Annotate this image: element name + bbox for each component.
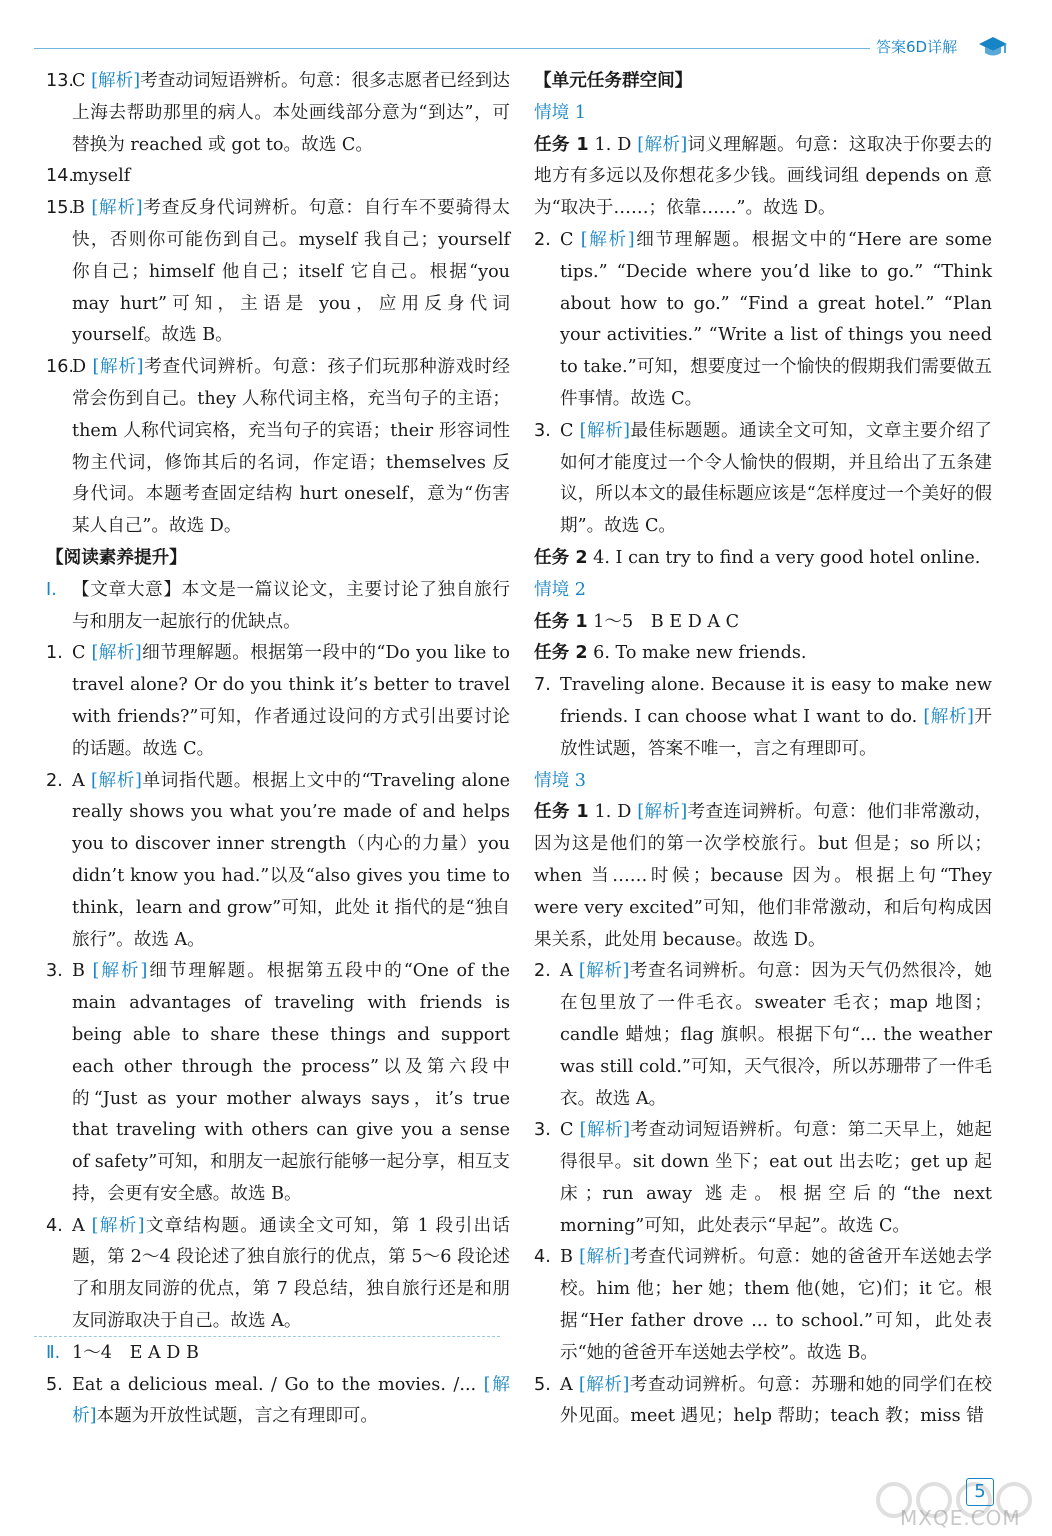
analysis-tag: [解析] — [579, 1247, 630, 1268]
task-item — [534, 638, 992, 670]
task-item — [534, 1115, 992, 1242]
task-label: 任务 2 — [534, 547, 588, 568]
answer: B — [560, 1247, 573, 1268]
reading-answer-5 — [46, 1370, 510, 1434]
analysis-tag: [解析] — [91, 643, 142, 664]
answer: C — [72, 643, 86, 664]
item-number: 16. — [46, 357, 74, 378]
reading-answer-1 — [46, 638, 510, 765]
analysis-text: 词义理解题。句意：这取决于你要去的地方有多远以及你想花多少钱。画线词组 depends on 意为“取决于……；依靠……”。故选 D。 — [534, 134, 992, 219]
item-number: 1. — [594, 802, 612, 823]
analysis-tag: [解析] — [923, 706, 974, 727]
analysis-tag: [解析] — [91, 1215, 145, 1236]
item-number: 15. — [46, 198, 74, 219]
answer: B — [72, 961, 85, 982]
task-item — [534, 225, 992, 416]
answer: C — [560, 229, 574, 250]
task-label: 任务 1 — [534, 611, 588, 632]
analysis-tag: [解析] — [90, 770, 142, 791]
answer: Eat a delicious meal. / Go to the movies. /... — [72, 1374, 477, 1395]
analysis-tag: [解析] — [578, 1374, 630, 1395]
reading-part-2-answers — [46, 1338, 510, 1370]
reading-answer-4 — [46, 1211, 510, 1338]
item-number: 4. — [534, 1247, 551, 1268]
item-number: 1. — [46, 643, 63, 664]
answer: C — [560, 420, 574, 441]
roman-numeral: Ⅰ. — [46, 579, 57, 600]
task-item — [534, 797, 992, 956]
answer: Traveling alone. Because it is easy to make new friends. I can choose what I want to do. — [560, 675, 992, 727]
header-rule — [34, 48, 870, 49]
analysis-text: 本题为开放性试题，言之有理即可。 — [96, 1406, 378, 1427]
item-number: 2. — [46, 770, 63, 791]
answer: A — [560, 961, 573, 982]
analysis-text: 考查名词辨析。句意：因为天气仍然很冷，她在包里放了一件毛衣。sweater 毛衣；map 地图；candle 蜡烛；flag 旗帜。根据下句“... the weather was still cold.”可知，天气很冷，所以苏珊带了一件毛衣。故选 A。 — [560, 961, 992, 1109]
task-label: 任务 1 — [534, 134, 589, 155]
analysis-text: 考查连词辨析。句意：他们非常激动，因为这是他们的第一次学校旅行。but 但是；so 所以；when 当……时候；because 因为。根据上句“They were very excited”可知，他们非常激动，和后句构成因果关系，此处用 because。故选 D。 — [534, 802, 992, 950]
answer-item-14 — [46, 161, 510, 193]
analysis-tag: [解析] — [91, 71, 141, 91]
analysis-text: 文章结构题。通读全文可知，第 1 段引出话题，第 2～4 段论述了独自旅行的优点，第 5～6 段论述了和朋友同游的优点，第 7 段总结，独自旅行还是和朋友同游取决于自己。故选 A。 — [72, 1215, 511, 1332]
analysis-text: 考查代词辨析。句意：孩子们玩那种游戏时经常会伤到自己。they 人称代词主格，充当句子的主语；them 人称代词宾格，充当句子的宾语；their 形容词性物主代词，修饰其后的名词，作定语；themselves 反身代词。本题考查固定结构 hurt oneself，意为“伤害某人自己”。故选 D。 — [72, 357, 510, 537]
answer: C — [560, 1120, 574, 1141]
answer-item-16 — [46, 352, 510, 543]
answer: 6. To make new friends. — [593, 643, 807, 664]
graduation-cap-icon — [978, 34, 1008, 60]
scenario-1-label: 情境 1 — [534, 102, 586, 123]
task-item — [534, 670, 992, 765]
item-number: 3. — [46, 961, 63, 982]
answer: B — [72, 198, 85, 219]
left-column — [46, 66, 510, 1433]
analysis-text: 考查动词辨析。句意：苏珊和她的同学们在校外见面。meet 遇见；help 帮助；teach 教；miss 错 — [560, 1374, 992, 1427]
answer: 1～4 E A D B — [72, 1342, 199, 1363]
section-heading-tasks: 【单元任务群空间】 — [534, 71, 693, 91]
analysis-tag: [解析] — [637, 802, 688, 823]
analysis-text: 考查反身代词辨析。句意：自行车不要骑得太快，否则你可能伤到自己。myself 我自己；yourself 你自己；himself 他自己；itself 它自己。根据“you may hurt”可知，主语是 you，应用反身代词 yourself。故选 B。 — [72, 198, 510, 346]
analysis-text: 考查代词辨析。句意：她的爸爸开车送她去学校。him 他；her 她；them 他(她，它)们；it 它。根据“Her father drove ... to school.”可知，此处表示“她的爸爸开车送她去学校”。故选 B。 — [560, 1247, 992, 1363]
item-number: 3. — [534, 420, 551, 441]
task-item — [534, 543, 992, 575]
reading-part-1-summary — [46, 575, 510, 639]
divider — [34, 1336, 500, 1337]
watermark-text: MXQE.COM — [900, 1506, 1021, 1530]
analysis-text: 考查动词短语辨析。句意：很多志愿者已经到达上海去帮助那里的病人。本处画线部分意为“到达”，可替换为 reached 或 got to。故选 C。 — [72, 71, 510, 155]
task-item — [534, 1370, 992, 1434]
answer: myself — [72, 166, 131, 187]
task-item — [534, 416, 992, 543]
task-label: 任务 2 — [534, 643, 588, 664]
analysis-text: 细节理解题。根据第五段中的“One of the main advantages of traveling with friends is being able to share these things and support each other through the process”以及第六段中的“Just as your mother always says，it’s true that traveling with others can give you a sense of safety”可知，和朋友一起旅行能够一起分享，相互支持，会更有安全感。故选 B。 — [72, 961, 511, 1204]
analysis-tag: [解析] — [580, 229, 635, 250]
page-number: 5 — [966, 1478, 994, 1506]
analysis-text: 细节理解题。根据文中的“Here are some tips.” “Decide where you’d like to go.” “Think about how to go.” “Find a great hotel.” “Plan your activities.” “Write a list of things you need to take.”可知，想要度过一个愉快的假期我们需要做五件事情。故选 C。 — [560, 229, 993, 409]
analysis-tag: [解析] — [92, 961, 148, 982]
answer: C — [72, 71, 86, 91]
answer: A — [72, 1215, 85, 1236]
answer: 4. I can try to find a very good hotel online. — [593, 547, 981, 568]
header-title: 答案6D详解 — [876, 38, 958, 56]
item-number: 1. — [594, 134, 612, 155]
task-item — [534, 607, 992, 639]
analysis-text: 考查动词短语辨析。句意：第二天早上，她起得很早。sit down 坐下；eat out 出去吃；get up 起床；run away 逃走。根据空后的“the next morning”可知，此处表示“早起”。故选 C。 — [560, 1120, 992, 1236]
item-number: 5. — [534, 1374, 551, 1395]
right-column — [534, 66, 992, 1433]
scenario-3-label: 情境 3 — [534, 770, 586, 791]
reading-answer-2 — [46, 766, 510, 957]
task-item — [534, 130, 992, 225]
analysis-text: 单词指代题。根据上文中的“Traveling alone really shows you what you’re made of and helps you to discover inner strength（内心的力量）you didn’t know you had.”以及“also gives you time to think，learn and grow”可知，此处 it 指代的是“独自旅行”。故选 A。 — [72, 770, 511, 950]
item-number: 5. — [46, 1374, 63, 1395]
item-number: 14. — [46, 166, 74, 187]
reading-answer-3 — [46, 956, 510, 1210]
answer-item-15 — [46, 193, 510, 352]
item-number: 13. — [46, 71, 74, 91]
answer: A — [560, 1374, 573, 1395]
section-heading-reading: 【阅读素养提升】 — [46, 547, 187, 568]
analysis-text: 细节理解题。根据第一段中的“Do you like to travel alone? Or do you think it’s better to travel with friends?”可知，作者通过设问的方式引出要讨论的话题。故选 C。 — [72, 643, 511, 759]
task-item — [534, 1242, 992, 1369]
answer: D — [617, 802, 632, 823]
roman-numeral: Ⅱ. — [46, 1342, 61, 1363]
analysis-text: 开放性试题，答案不唯一，言之有理即可。 — [560, 706, 992, 759]
answer: D — [617, 134, 632, 155]
analysis-text: 最佳标题题。通读全文可知，文章主要介绍了如何才能度过一个令人愉快的假期，并且给出了五条建议，所以本文的最佳标题应该是“怎样度过一个美好的假期”。故选 C。 — [560, 420, 992, 537]
item-number: 2. — [534, 229, 551, 250]
analysis-tag: [解析] — [579, 420, 631, 441]
answer: A — [72, 770, 85, 791]
analysis-tag: [解析] — [578, 961, 630, 982]
item-number: 2. — [534, 961, 551, 982]
item-number: 3. — [534, 1120, 551, 1141]
analysis-tag: [解析] — [92, 357, 144, 378]
analysis-tag: [解析] — [579, 1120, 631, 1141]
answer-item-13 — [46, 66, 510, 161]
task-item — [534, 956, 992, 1115]
analysis-tag: [解析] — [72, 1374, 510, 1427]
item-number: 4. — [46, 1215, 63, 1236]
item-number: 7. — [534, 675, 551, 696]
analysis-tag: [解析] — [637, 134, 688, 155]
scenario-2-label: 情境 2 — [534, 579, 586, 600]
answer: D — [72, 357, 87, 378]
answer: 1～5 B E D A C — [593, 611, 740, 632]
task-label: 任务 1 — [534, 802, 589, 823]
analysis-tag: [解析] — [91, 198, 143, 219]
summary-text: 【文章大意】本文是一篇议论文，主要讨论了独自旅行与和朋友一起旅行的优缺点。 — [72, 579, 510, 632]
